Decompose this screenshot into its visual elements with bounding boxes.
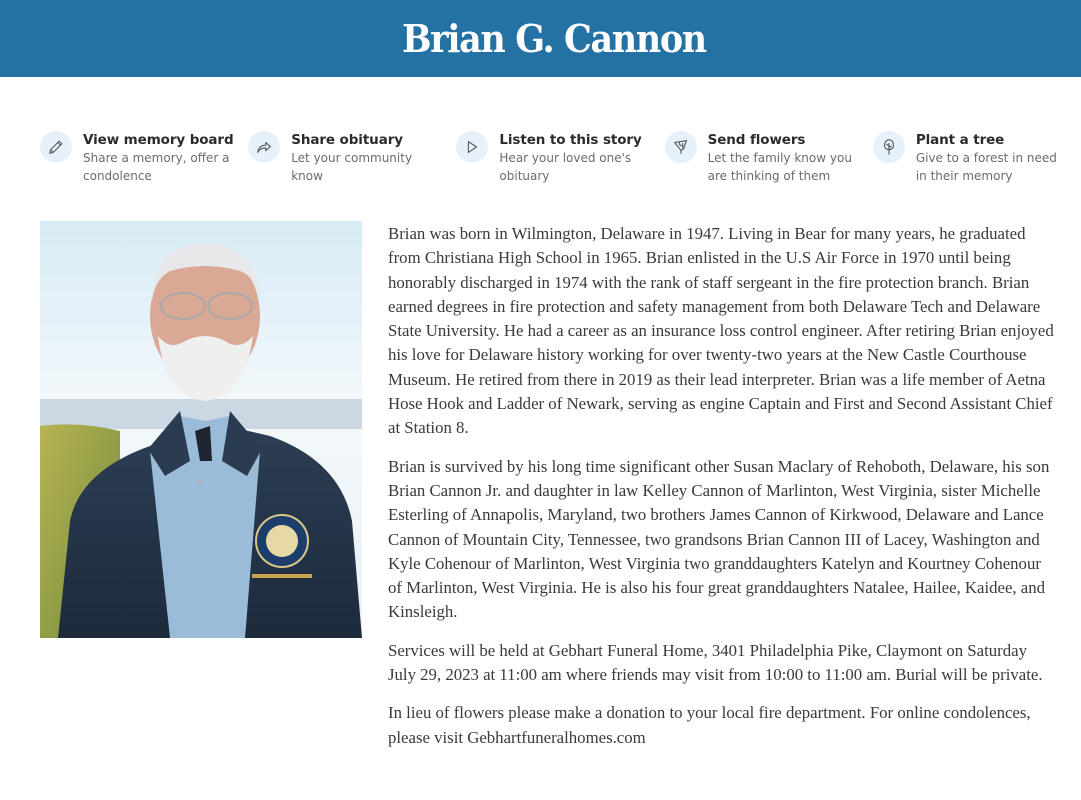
- send-flowers-button[interactable]: [665, 131, 873, 191]
- obituary-text: [388, 222, 1056, 764]
- action-title: Share obituary: [291, 132, 403, 148]
- listen-to-story-button[interactable]: [456, 131, 664, 191]
- action-description: Hear your loved one's obituary: [499, 151, 632, 183]
- tree-icon: [873, 131, 905, 163]
- share-obituary-button[interactable]: [248, 131, 456, 191]
- obituary-paragraph-survivors: Brian is survived by his long time significant other Susan Maclary of Rehoboth, Delaware, his son Brian Cannon Jr. and daughter in law Kelley Cannon of Marlinton, West Virginia, sister Michelle Esterling of Annapolis, Maryland, two brothers James Cannon of Kirkwood, Delaware and Lance Cannon of Mountain City, Tennessee, two grandsons Brian Cannon III of Lacey, Washington and Kyle Cohenour of Marlinton, West Virginia two granddaughters Katelyn and Kourtney Cohenour of Marlinton, West Virginia. He is also his four great granddaughters Natalee, Hailee, Kaidee, and Kinsleigh.: [388, 456, 1050, 622]
- share-arrow-icon: [248, 131, 280, 163]
- action-title: View memory board: [83, 132, 234, 148]
- page-title: Brian G. Cannon: [402, 16, 707, 61]
- obituary-paragraph-biography: Brian was born in Wilmington, Delaware in 1947. Living in Bear for many years, he graduated from Christiana High School in 1965. Brian enlisted in the U.S Air Force in 1970 until being honorably discharged in 1974 with the rank of staff sergeant in the fire protection branch. Brian earned degrees in fire protection and safety management from both Delaware Tech and Delaware State University. He had a career as an insurance loss control engineer. After retiring Brian enjoyed his love for Delaware history working for over twenty-two years at the New Castle Courthouse Museum. He retired from there in 2019 as their lead interpreter. Brian was a life member of Aetna Hose Hook and Ladder of Newark, serving as engine Captain and First and Second Assistant Chief at Station 8.: [388, 224, 1054, 438]
- action-description: Give to a forest in need in their memory: [915, 151, 1057, 183]
- flower-bouquet-icon: [665, 131, 697, 163]
- action-description: Share a memory, offer a condolence: [83, 151, 230, 183]
- pencil-icon: [40, 131, 72, 163]
- action-title: Plant a tree: [915, 132, 1005, 148]
- action-title: Send flowers: [707, 132, 806, 148]
- view-memory-board-button[interactable]: [40, 131, 248, 191]
- action-bar: [40, 131, 1081, 191]
- portrait-photo: [40, 221, 362, 638]
- action-title: Listen to this story: [499, 132, 642, 148]
- obituary-paragraph-donations: In lieu of flowers please make a donation to your local fire department. For online condolences, please visit Gebhartfuneralhomes.com: [388, 703, 1031, 747]
- action-description: Let your community know: [291, 151, 413, 183]
- plant-a-tree-button[interactable]: [873, 131, 1081, 191]
- play-icon: [456, 131, 488, 163]
- page-header: [0, 0, 1081, 77]
- obituary-paragraph-services: Services will be held at Gebhart Funeral Home, 3401 Philadelphia Pike, Claymont on Saturday July 29, 2023 at 11:00 am where friends may visit from 10:00 to 11:00 am. Burial will be private.: [388, 640, 1043, 685]
- action-description: Let the family know you are thinking of them: [707, 151, 852, 183]
